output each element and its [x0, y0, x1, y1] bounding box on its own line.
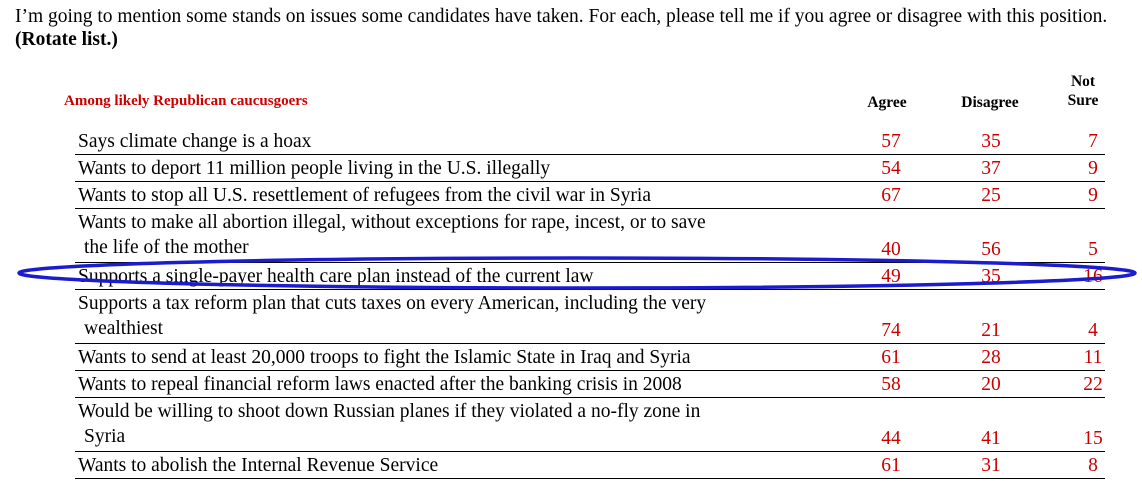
agree-value: 54	[881, 158, 901, 179]
not-sure-value: 9	[1088, 158, 1098, 179]
disagree-value: 41	[981, 428, 1001, 449]
row-statement-line1: Wants to stop all U.S. resettlement of refugees from the civil war in Syria	[78, 185, 651, 206]
disagree-value: 31	[981, 455, 1001, 476]
row-statement	[78, 399, 838, 449]
row-statement-line1: Wants to deport 11 million people living in the U.S. illegally	[78, 158, 551, 179]
not-sure-value: 8	[1088, 455, 1098, 476]
row-statement	[78, 183, 838, 208]
not-sure-value: 22	[1083, 374, 1103, 395]
intro-text: I’m going to mention some stands on issues some candidates have taken. For each, please tell me if you agree or disagree with this position.	[15, 6, 1108, 27]
agree-value: 58	[881, 374, 901, 395]
not-sure-value: 7	[1088, 131, 1098, 152]
row-statement-line1: Supports a single-payer health care plan instead of the current law	[78, 266, 594, 287]
table-row-highlighted	[75, 263, 1105, 290]
row-statement-line1: Wants to repeal financial reform laws enacted after the banking crisis in 2008	[78, 374, 682, 395]
row-statement	[78, 156, 838, 181]
column-header-disagree: Disagree	[961, 94, 1019, 111]
table-row	[75, 398, 1105, 452]
column-header-agree: Agree	[867, 94, 907, 111]
disagree-value: 28	[981, 347, 1001, 368]
agree-value: 57	[881, 131, 901, 152]
agree-value: 61	[881, 347, 901, 368]
row-statement	[78, 210, 838, 260]
row-statement	[78, 372, 838, 397]
intro-paragraph	[15, 5, 1125, 51]
disagree-value: 20	[981, 374, 1001, 395]
disagree-value: 25	[981, 185, 1001, 206]
disagree-value: 37	[981, 158, 1001, 179]
row-statement-line2: wealthiest	[84, 318, 164, 339]
row-statement	[78, 264, 838, 289]
not-sure-value: 15	[1083, 428, 1103, 449]
not-sure-value: 9	[1088, 185, 1098, 206]
agree-value: 44	[881, 428, 901, 449]
disagree-value: 35	[981, 266, 1001, 287]
table-row	[75, 371, 1105, 398]
column-header-not-sure-line1: Not	[1070, 73, 1096, 90]
agree-value: 49	[881, 266, 901, 287]
row-statement-line1: Wants to make all abortion illegal, without exceptions for rape, incest, or to save	[78, 212, 706, 233]
row-statement	[78, 345, 838, 370]
row-statement	[78, 291, 838, 341]
row-statement-line1: Supports a tax reform plan that cuts taxes on every American, including the very	[78, 293, 707, 314]
row-statement-line2: Syria	[84, 426, 126, 447]
row-statement-line1: Says climate change is a hoax	[78, 131, 312, 152]
not-sure-value: 5	[1088, 239, 1098, 260]
agree-value: 61	[881, 455, 901, 476]
agree-value: 40	[881, 239, 901, 260]
agree-value: 67	[881, 185, 901, 206]
group-label: Among likely Republican caucusgoers	[64, 93, 308, 109]
not-sure-value: 11	[1083, 347, 1103, 368]
results-table	[75, 128, 1105, 479]
row-statement-line1: Would be willing to shoot down Russian planes if they violated a no-fly zone in	[78, 401, 701, 422]
row-statement	[78, 453, 838, 478]
not-sure-value: 16	[1083, 266, 1103, 287]
not-sure-value: 4	[1088, 320, 1098, 341]
row-statement-line2: the life of the mother	[84, 237, 249, 258]
disagree-value: 21	[981, 320, 1001, 341]
table-row	[75, 452, 1105, 479]
disagree-value: 35	[981, 131, 1001, 152]
rotate-instruction: (Rotate list.)	[15, 29, 118, 50]
table-row	[75, 209, 1105, 263]
table-row	[75, 182, 1105, 209]
table-row	[75, 155, 1105, 182]
row-statement	[78, 129, 838, 154]
row-statement-line1: Wants to abolish the Internal Revenue Service	[78, 455, 439, 476]
column-header-not-sure-line2: Sure	[1067, 92, 1099, 109]
table-row	[75, 128, 1105, 155]
table-row	[75, 344, 1105, 371]
disagree-value: 56	[981, 239, 1001, 260]
agree-value: 74	[881, 320, 901, 341]
column-header-not-sure	[1058, 72, 1108, 110]
row-statement-line1: Wants to send at least 20,000 troops to fight the Islamic State in Iraq and Syria	[78, 347, 691, 368]
table-row	[75, 290, 1105, 344]
